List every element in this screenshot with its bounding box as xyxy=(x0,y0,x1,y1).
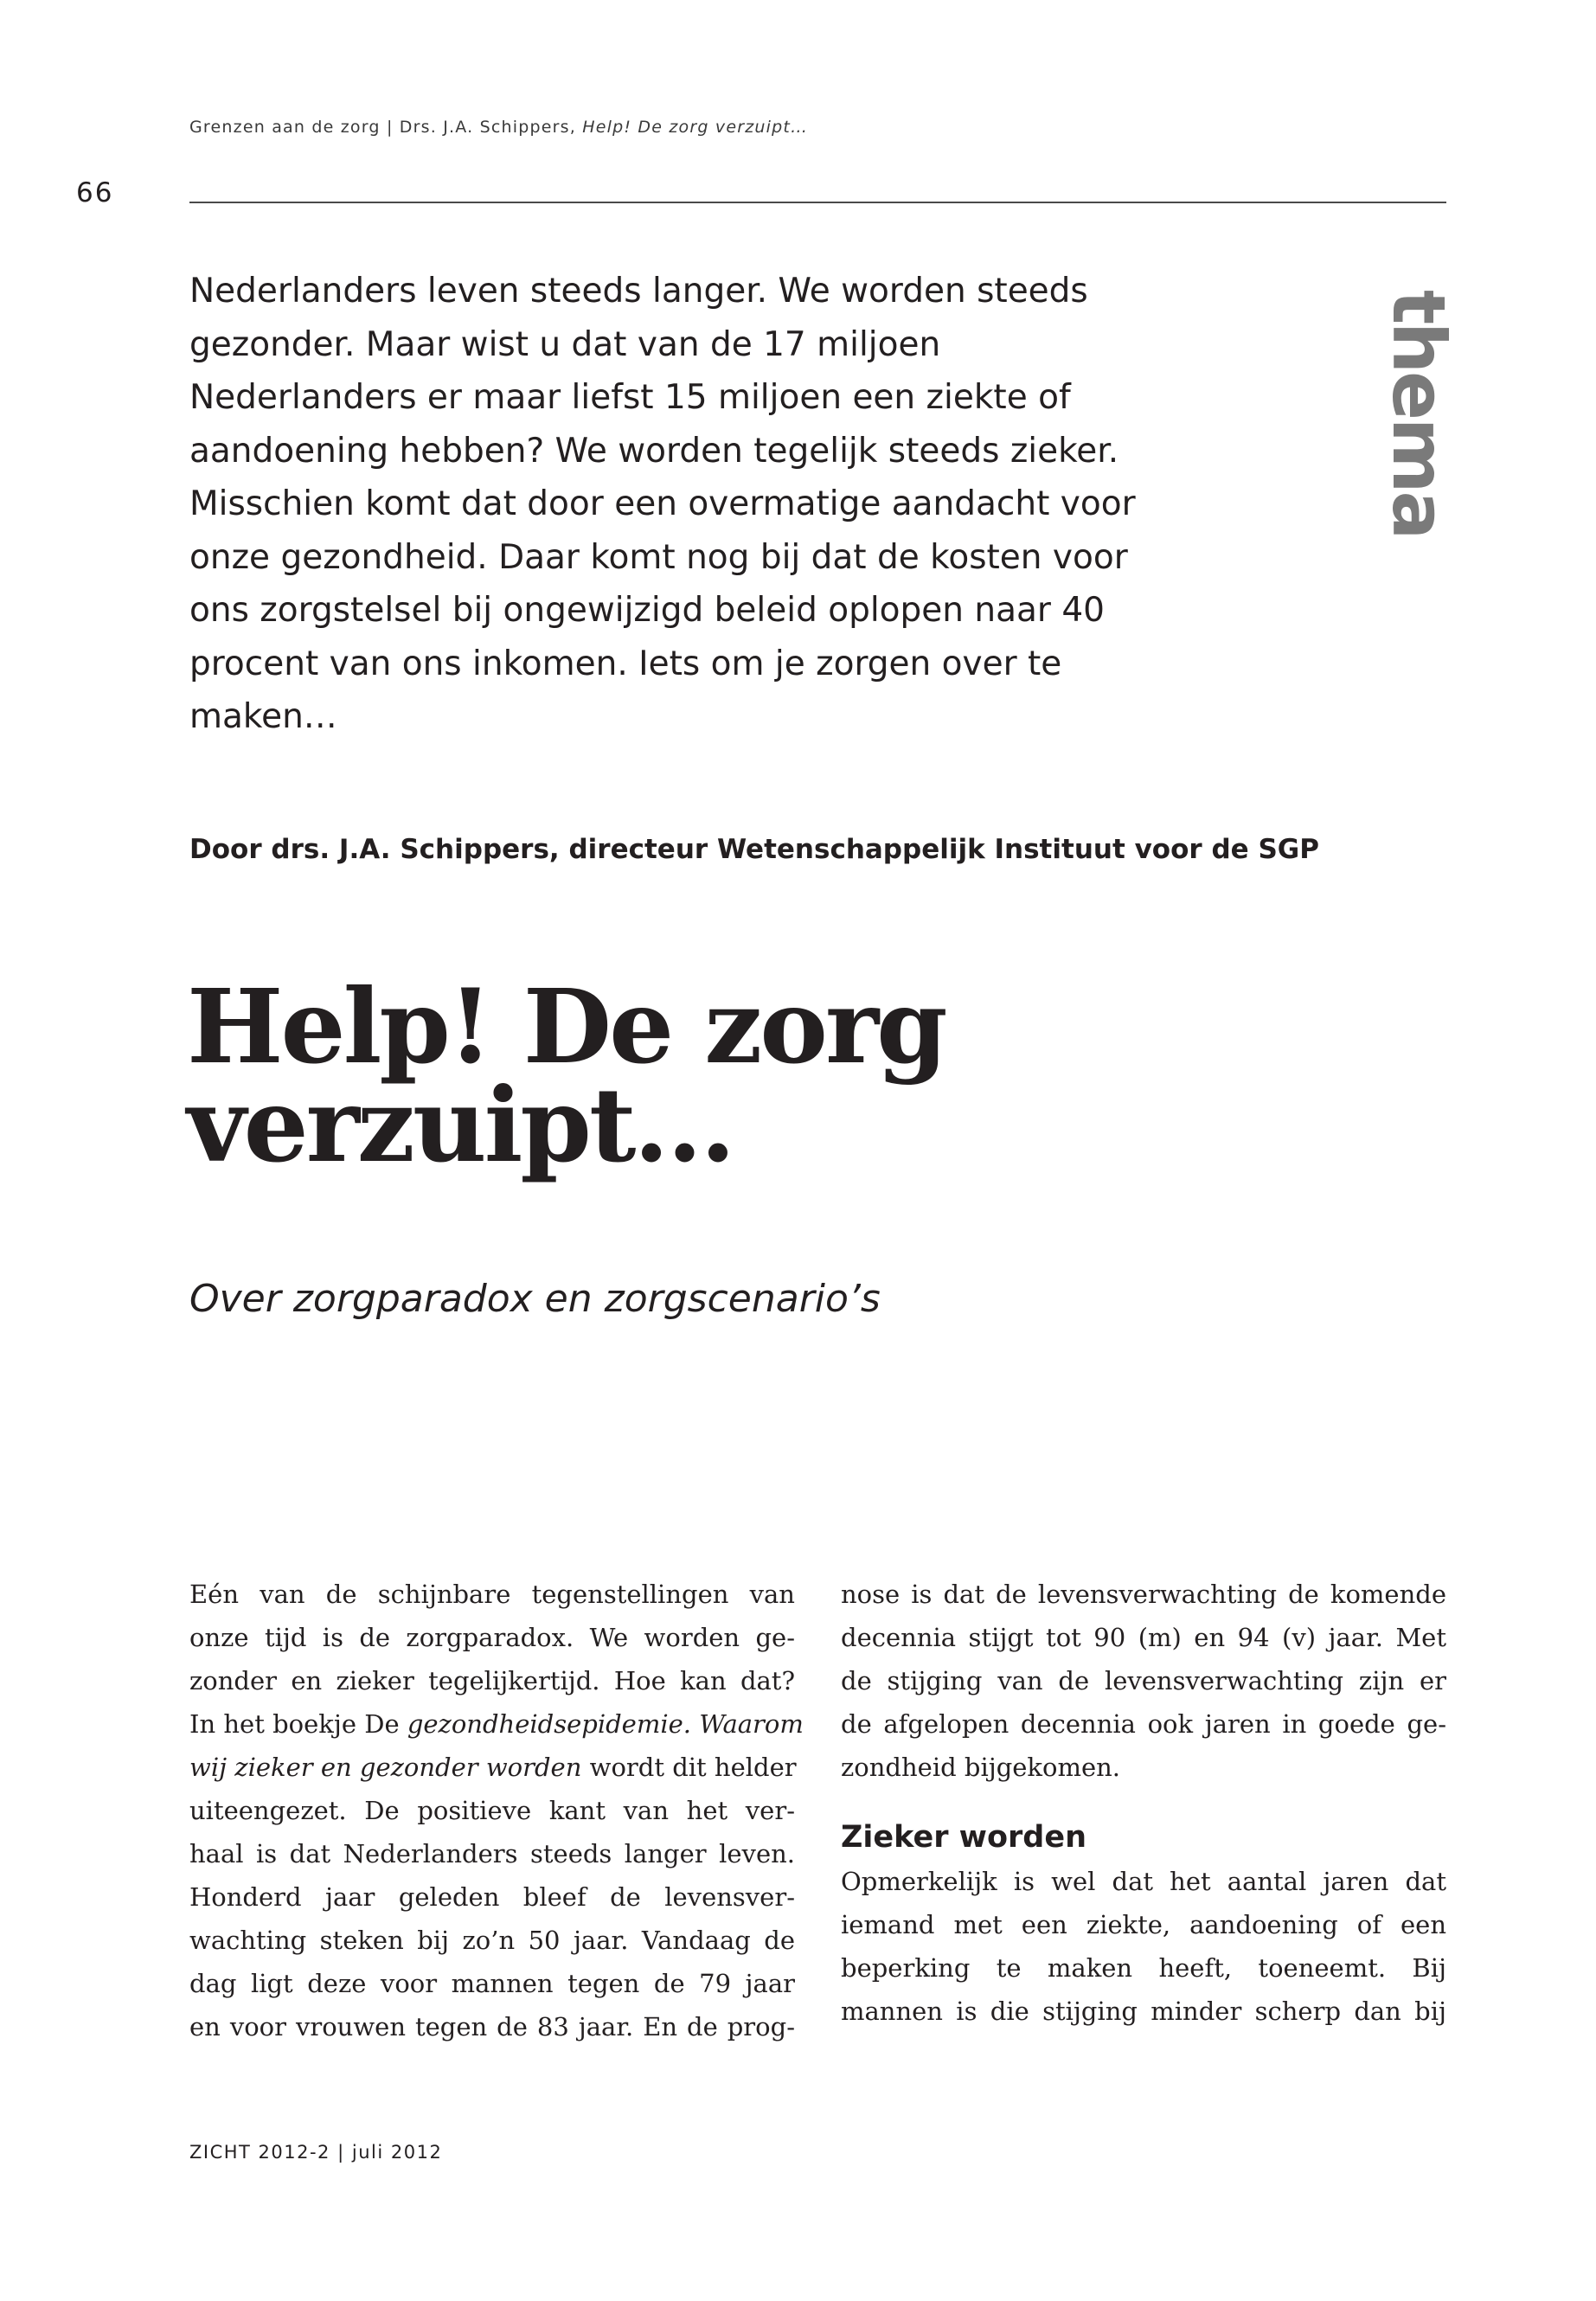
body-line: iemand met een ziekte, aandoening of een xyxy=(841,1910,1446,1939)
running-title: Grenzen aan de zorg xyxy=(189,118,381,137)
article-title xyxy=(187,966,1225,1185)
running-head xyxy=(189,118,808,137)
body-line: zonder en zieker tegelijkertijd. Hoe kan dat? xyxy=(189,1666,795,1695)
title-line-1: Help! De zorg xyxy=(187,966,945,1086)
intro-line: Misschien komt dat door een overmatige aandacht voor xyxy=(189,484,1136,523)
body-line: zondheid bijgekomen. xyxy=(841,1753,1121,1782)
body-line: Honderd jaar geleden bleef de levensver- xyxy=(189,1882,795,1912)
running-head-author: Drs. J.A. Schippers, xyxy=(399,118,576,137)
section-heading: Zieker worden xyxy=(841,1820,1086,1855)
byline: Door drs. J.A. Schippers, directeur Wetenschappelijk Instituut voor de SGP xyxy=(189,834,1319,865)
body-line: de stijging van de levensverwachting zijn er xyxy=(841,1666,1446,1695)
page-number: 66 xyxy=(76,177,114,208)
body-line: uiteengezet. De positieve kant van het ver- xyxy=(189,1796,795,1825)
body-text: In het boekje De xyxy=(189,1709,400,1739)
footer-separator: | xyxy=(337,2142,345,2163)
body-line: beperking te maken heeft, toeneemt. Bij xyxy=(841,1953,1446,1983)
section-label-thema: thema xyxy=(1376,290,1461,538)
intro-line: onze gezondheid. Daar komt nog bij dat de kosten voor xyxy=(189,537,1128,577)
body-line: mannen is die stijging minder scherp dan bij xyxy=(841,1997,1446,2026)
article-subtitle: Over zorgparadox en zorgscenario’s xyxy=(189,1277,881,1321)
body-line: dag ligt deze voor mannen tegen de 79 jaar xyxy=(189,1969,795,1998)
intro-line: ons zorgstelsel bij ongewijzigd beleid oplopen naar 40 xyxy=(189,591,1105,630)
running-head-article: Help! De zorg verzuipt… xyxy=(582,118,809,137)
title-line-2: verzuipt… xyxy=(187,1065,734,1185)
body-line: en voor vrouwen tegen de 83 jaar. En de prog- xyxy=(189,2012,795,2041)
running-head-separator: | xyxy=(386,118,394,137)
body-line: haal is dat Nederlanders steeds langer leven. xyxy=(189,1839,795,1868)
body-line xyxy=(189,1746,795,1789)
footer-publication: ZICHT 2012-2 xyxy=(189,2142,330,2163)
body-text: wordt dit helder xyxy=(589,1753,797,1782)
body-line xyxy=(189,1702,804,1746)
book-title-part-1: gezondheidsepidemie. Waarom xyxy=(407,1709,804,1739)
body-line: nose is dat de levensverwachting de komende xyxy=(841,1580,1446,1609)
body-line: wachting steken bij zo’n 50 jaar. Vandaag de xyxy=(189,1926,795,1955)
header-rule xyxy=(189,202,1446,203)
intro-line: aandoening hebben? We worden tegelijk steeds zieker. xyxy=(189,431,1119,471)
body-column-left xyxy=(189,1573,804,2048)
body-line: onze tijd is de zorgparadox. We worden ge- xyxy=(189,1623,795,1652)
intro-line: maken… xyxy=(189,697,337,736)
body-line: Opmerkelijk is wel dat het aantal jaren dat xyxy=(841,1867,1446,1896)
intro-paragraph xyxy=(189,265,1141,744)
intro-line: gezonder. Maar wist u dat van de 17 miljoen xyxy=(189,324,941,364)
page-footer xyxy=(189,2142,442,2163)
footer-date: juli 2012 xyxy=(351,2142,443,2163)
intro-line: procent van ons inkomen. Iets om je zorgen over te xyxy=(189,644,1062,683)
intro-line: Nederlanders leven steeds langer. We worden steeds xyxy=(189,272,1088,311)
book-title-part-2: wij zieker en gezonder worden xyxy=(189,1753,582,1782)
body-line: decennia stijgt tot 90 (m) en 94 (v) jaar. Met xyxy=(841,1623,1446,1652)
intro-line: Nederlanders er maar liefst 15 miljoen een ziekte of xyxy=(189,378,1071,417)
body-line: de afgelopen decennia ook jaren in goede ge- xyxy=(841,1709,1446,1739)
body-line: Eén van de schijnbare tegenstellingen van xyxy=(189,1580,795,1609)
body-column-right xyxy=(841,1573,1446,2033)
